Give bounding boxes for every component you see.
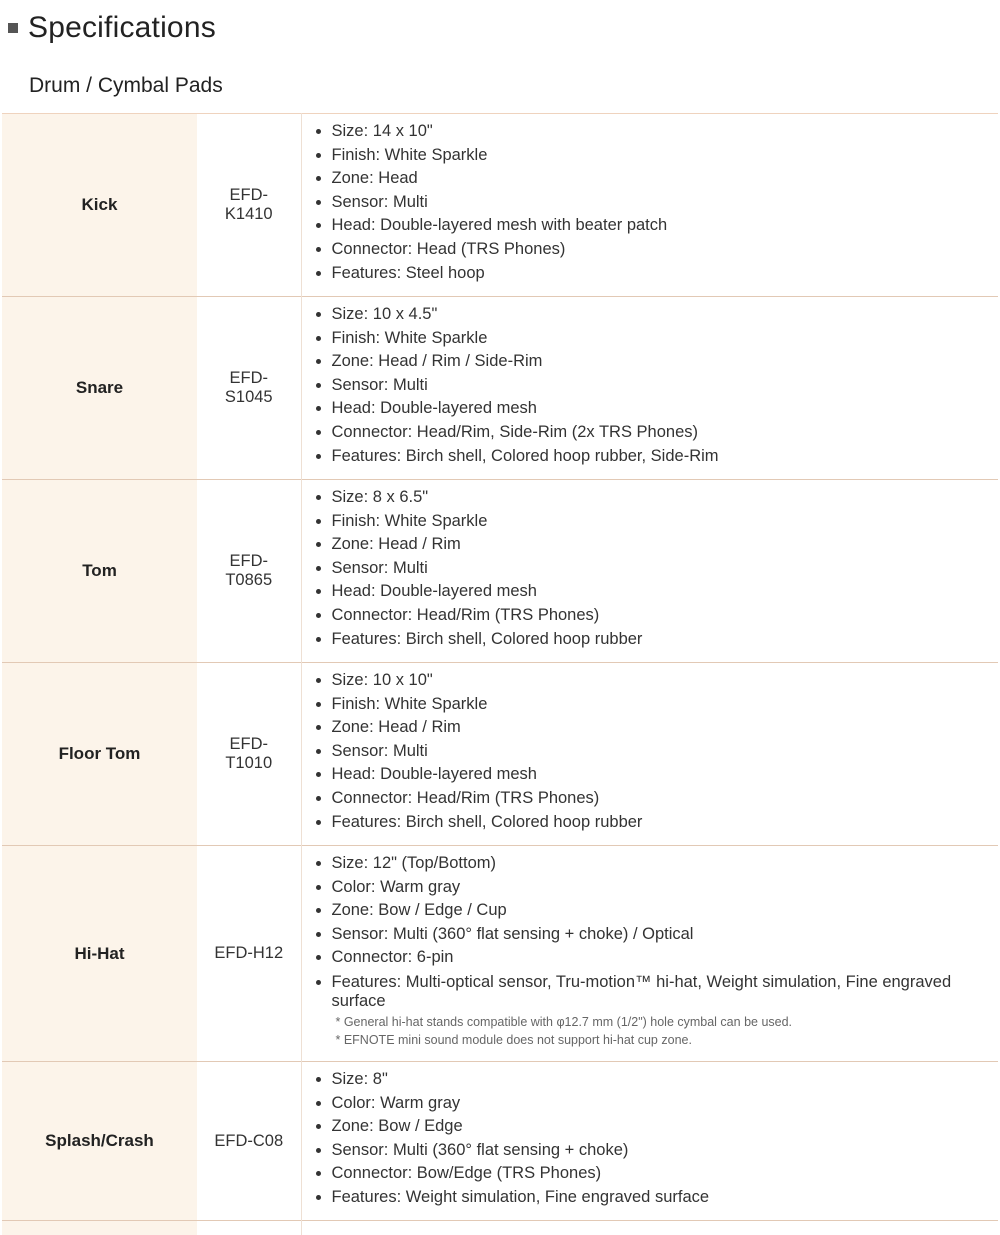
model-line-1: EFD-H12 <box>205 944 293 963</box>
feature-item: • Head: Double-layered mesh <box>332 580 991 604</box>
feature-list <box>312 486 991 651</box>
feature-list <box>312 120 991 285</box>
pad-name: Hi-Hat <box>2 846 197 1062</box>
feature-item: • Size: 10 x 4.5" <box>332 303 991 327</box>
feature-item: • Finish: White Sparkle <box>332 327 991 351</box>
model-number <box>197 114 301 297</box>
feature-item: • Connector: 6-pin <box>332 946 991 970</box>
model-number-empty <box>197 1221 301 1235</box>
model-line-1: EFD- <box>205 369 293 388</box>
feature-item: • Size: 10 x 10" <box>332 669 991 693</box>
spec-table-body <box>2 114 998 1235</box>
feature-item: • Size: 12" (Top/Bottom) <box>332 852 991 876</box>
model-line-1: EFD-C08 <box>205 1132 293 1151</box>
model-number <box>197 480 301 663</box>
feature-item: • Head: Double-layered mesh <box>332 763 991 787</box>
feature-item: • Sensor: Multi <box>332 374 991 398</box>
feature-item: • Head: Double-layered mesh <box>332 397 991 421</box>
feature-item: • Sensor: Multi (360° flat sensing + choke) / Optical <box>332 923 991 947</box>
model-line-1: EFD- <box>205 552 293 571</box>
feature-item: • Connector: Head/Rim (TRS Phones) <box>332 604 991 628</box>
model-number <box>197 663 301 846</box>
model-line-2: K1410 <box>205 205 293 224</box>
section-title: Drum / Cymbal Pads <box>29 74 223 98</box>
table-row-partial <box>2 1221 998 1235</box>
notes <box>336 1013 991 1049</box>
pad-name: Tom <box>2 480 197 663</box>
feature-item: • Size: 8 x 6.5" <box>332 486 991 510</box>
feature-item: • Finish: White Sparkle <box>332 510 991 534</box>
pad-name: Splash/Crash <box>2 1062 197 1221</box>
pad-name-empty <box>2 1221 197 1235</box>
feature-cell <box>301 846 998 1062</box>
feature-item: • Sensor: Multi <box>332 191 991 215</box>
table-row-tom <box>2 480 998 663</box>
feature-item: • Features: Weight simulation, Fine engraved surface <box>332 1186 991 1210</box>
model-number <box>197 846 301 1062</box>
feature-item: • Connector: Head/Rim, Side-Rim (2x TRS Phones) <box>332 421 991 445</box>
pad-name: Kick <box>2 114 197 297</box>
feature-item: • Connector: Head (TRS Phones) <box>332 238 991 262</box>
feature-item: • Zone: Head / Rim <box>332 716 991 740</box>
feature-cell <box>301 663 998 846</box>
spec-table <box>2 113 998 1235</box>
feature-item: • Sensor: Multi (360° flat sensing + choke) <box>332 1139 991 1163</box>
feature-item: • Color: Warm gray <box>332 1092 991 1116</box>
feature-item: • Head: Double-layered mesh with beater patch <box>332 214 991 238</box>
table-row-splash-crash <box>2 1062 998 1221</box>
feature-list <box>312 1068 991 1210</box>
feature-item: • Connector: Bow/Edge (TRS Phones) <box>332 1162 991 1186</box>
page-title: Specifications <box>28 11 216 45</box>
feature-item: • Connector: Head/Rim (TRS Phones) <box>332 787 991 811</box>
model-line-1: EFD- <box>205 186 293 205</box>
feature-cell <box>301 480 998 663</box>
page-heading <box>8 8 216 48</box>
feature-item: • Zone: Bow / Edge / Cup <box>332 899 991 923</box>
note-text: * General hi-hat stands compatible with φ12.7 mm (1/2") hole cymbal can be used. <box>336 1013 991 1031</box>
feature-list <box>312 669 991 834</box>
table-row-snare <box>2 297 998 480</box>
feature-item: • Zone: Bow / Edge <box>332 1115 991 1139</box>
table-row-hi-hat <box>2 846 998 1062</box>
model-line-1: EFD- <box>205 735 293 754</box>
feature-item: • Sensor: Multi <box>332 557 991 581</box>
feature-item: • Finish: White Sparkle <box>332 693 991 717</box>
feature-item: • Size: 14 x 10" <box>332 120 991 144</box>
table-row-floor-tom <box>2 663 998 846</box>
feature-item: • Features: Multi-optical sensor, Tru-motion™ hi-hat, Weight simulation, Fine engraved surface <box>332 970 991 1011</box>
feature-item: • Zone: Head / Rim <box>332 533 991 557</box>
feature-cell <box>301 297 998 480</box>
model-number <box>197 297 301 480</box>
feature-item: • Features: Birch shell, Colored hoop rubber <box>332 811 991 835</box>
pad-name: Snare <box>2 297 197 480</box>
feature-list <box>312 303 991 468</box>
feature-item: • Finish: White Sparkle <box>332 144 991 168</box>
feature-cell <box>301 1062 998 1221</box>
table-row-kick <box>2 114 998 297</box>
feature-item: • Zone: Head <box>332 167 991 191</box>
feature-item: • Zone: Head / Rim / Side-Rim <box>332 350 991 374</box>
feature-cell-empty <box>301 1221 998 1235</box>
pad-name: Floor Tom <box>2 663 197 846</box>
feature-list <box>312 852 991 1011</box>
feature-item: • Color: Warm gray <box>332 876 991 900</box>
feature-cell <box>301 114 998 297</box>
feature-item: • Features: Birch shell, Colored hoop rubber, Side-Rim <box>332 445 991 469</box>
feature-item: • Size: 8" <box>332 1068 991 1092</box>
feature-item: • Sensor: Multi <box>332 740 991 764</box>
note-text: * EFNOTE mini sound module does not support hi-hat cup zone. <box>336 1031 991 1049</box>
feature-item: • Features: Birch shell, Colored hoop rubber <box>332 628 991 652</box>
square-bullet-icon <box>8 23 18 33</box>
model-line-2: T1010 <box>205 754 293 773</box>
model-line-2: T0865 <box>205 571 293 590</box>
model-number <box>197 1062 301 1221</box>
feature-item: • Features: Steel hoop <box>332 262 991 286</box>
model-line-2: S1045 <box>205 388 293 407</box>
